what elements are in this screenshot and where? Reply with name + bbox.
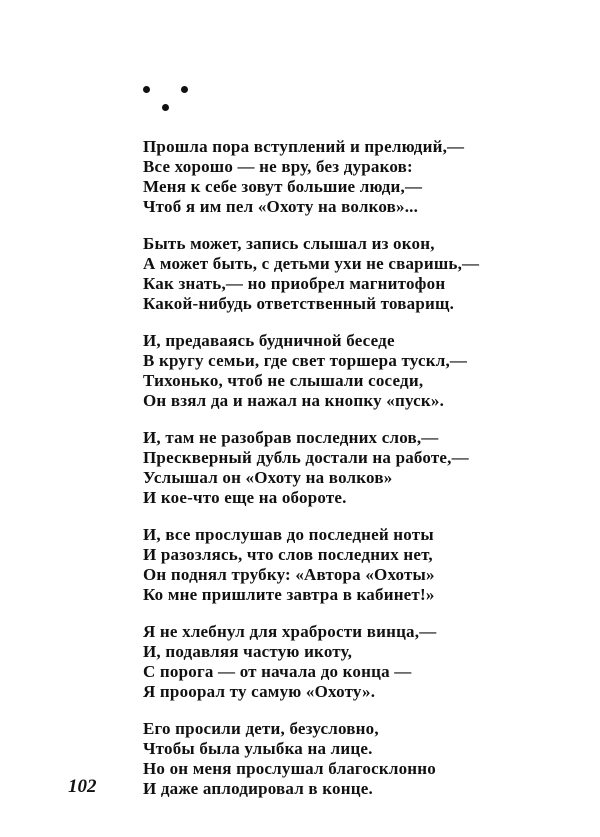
poem-line: Все хорошо — не вру, без дураков: [143, 157, 413, 176]
poem-line: В кругу семьи, где свет торшера тускл,— [143, 351, 468, 370]
poem-line: Чтоб я им пел «Охоту на волков»... [143, 197, 419, 216]
poem-line: Меня к себе зовут большие люди,— [143, 177, 423, 196]
stanza [143, 719, 563, 799]
poem-line: Чтобы была улыбка на лице. [143, 739, 373, 758]
poem-line: И разозлясь, что слов последних нет, [143, 545, 433, 564]
stanza [143, 137, 563, 217]
poem-line: А может быть, с детьми ухи не сваришь,— [143, 254, 480, 273]
poem-line: Его просили дети, безусловно, [143, 719, 379, 738]
poem-line: И, все прослушав до последней ноты [143, 525, 434, 544]
poem-line: С порога — от начала до конца — [143, 662, 412, 681]
poem-line: Он взял да и нажал на кнопку «пуск». [143, 391, 445, 410]
poem-text [143, 137, 563, 816]
stanza [143, 234, 563, 314]
poem-line: Но он меня прослушал благосклонно [143, 759, 436, 778]
poem-line: Тихонько, чтоб не слышали соседи, [143, 371, 424, 390]
poem-line: И даже аплодировал в конце. [143, 779, 373, 798]
poem-line: Прошла пора вступлений и прелюдий,— [143, 137, 465, 156]
asterism-dot [181, 86, 188, 93]
asterism-dot [143, 86, 150, 93]
poem-line: Быть может, запись слышал из окон, [143, 234, 435, 253]
page-number: 102 [68, 776, 97, 797]
poem-line: И кое-что еще на обороте. [143, 488, 347, 507]
poem-line: Ко мне пришлите завтра в кабинет!» [143, 585, 435, 604]
poem-line: Я проорал ту самую «Охоту». [143, 682, 376, 701]
poem-line: Как знать,— но приобрел магнитофон [143, 274, 446, 293]
poem-line: И, предаваясь будничной беседе [143, 331, 395, 350]
asterism-divider [141, 84, 201, 116]
poem-line: Он поднял трубку: «Автора «Охоты» [143, 565, 435, 584]
poem-line: Услышал он «Охоту на волков» [143, 468, 393, 487]
stanza [143, 331, 563, 411]
asterism-dot [162, 104, 169, 111]
stanza [143, 428, 563, 508]
poem-line: Какой-нибудь ответственный товарищ. [143, 294, 455, 313]
stanza [143, 622, 563, 702]
poem-line: И, там не разобрав последних слов,— [143, 428, 439, 447]
poem-line: И, подавляя частую икоту, [143, 642, 353, 661]
poem-line: Я не хлебнул для храбрости винца,— [143, 622, 437, 641]
stanza [143, 525, 563, 605]
poem-line: Прескверный дубль достали на работе,— [143, 448, 469, 467]
